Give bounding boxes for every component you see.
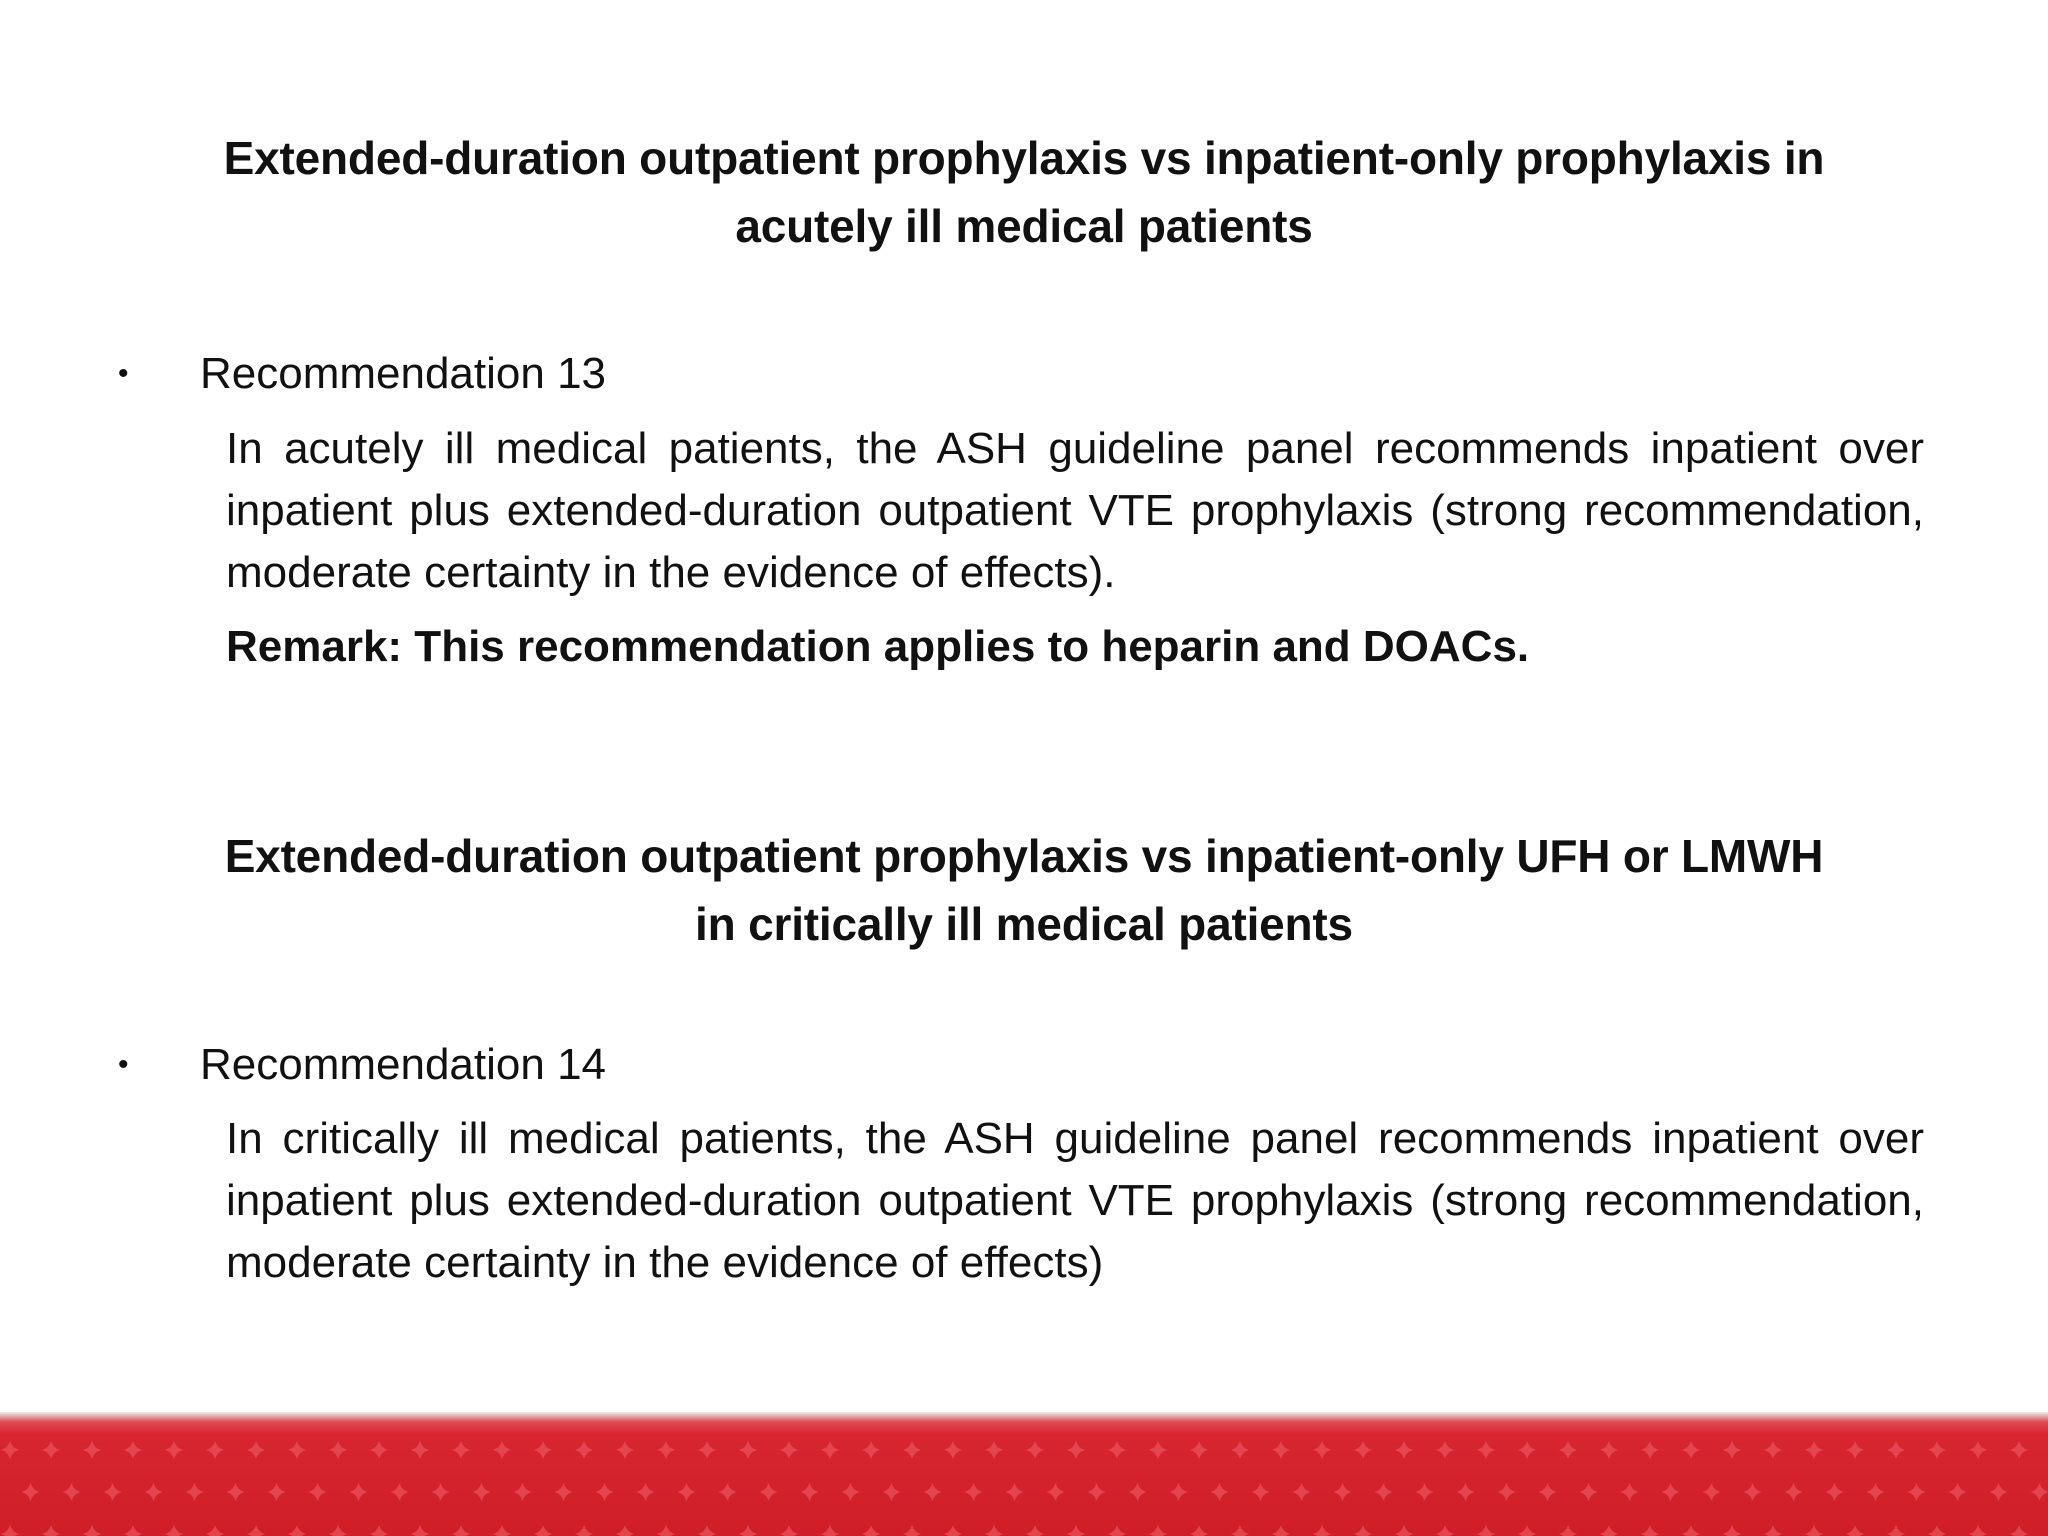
diamond-pattern-icon xyxy=(0,1412,2048,1536)
section-title-line-2: acutely ill medical patients xyxy=(735,200,1313,252)
bullet-icon: • xyxy=(118,1048,129,1081)
section-title-recommendation-13 xyxy=(120,124,1928,260)
section-title-recommendation-14 xyxy=(120,822,1928,958)
section-title-line-2: in critically ill medical patients xyxy=(695,898,1353,950)
recommendation-14-label: Recommendation 14 xyxy=(200,1040,607,1089)
recommendation-13-label: Recommendation 13 xyxy=(200,349,607,398)
footer-band xyxy=(0,1412,2048,1536)
section-title-line-1: Extended-duration outpatient prophylaxis vs inpatient-only UFH or LMWH xyxy=(224,830,1824,882)
recommendation-13-bullet xyxy=(118,344,606,404)
recommendation-14-bullet xyxy=(118,1035,606,1095)
recommendation-13-remark: Remark: This recommendation applies to heparin and DOACs. xyxy=(226,622,1530,671)
recommendation-13-text: In acutely ill medical patients, the ASH guideline panel recommends inpatient over inpatient plus extended-duration outpatient VTE prophylaxis (strong recommendation, moderate certainty in the evidence of effects). xyxy=(226,424,1924,597)
bullet-icon: • xyxy=(118,357,129,390)
recommendation-14-text: In critically ill medical patients, the ASH guideline panel recommends inpatient over inpatient plus extended-duration outpatient VTE prophylaxis (strong recommendation, moderate certainty in the evidence of effects) xyxy=(226,1114,1924,1287)
section-title-line-1: Extended-duration outpatient prophylaxis vs inpatient-only prophylaxis in xyxy=(223,132,1825,184)
